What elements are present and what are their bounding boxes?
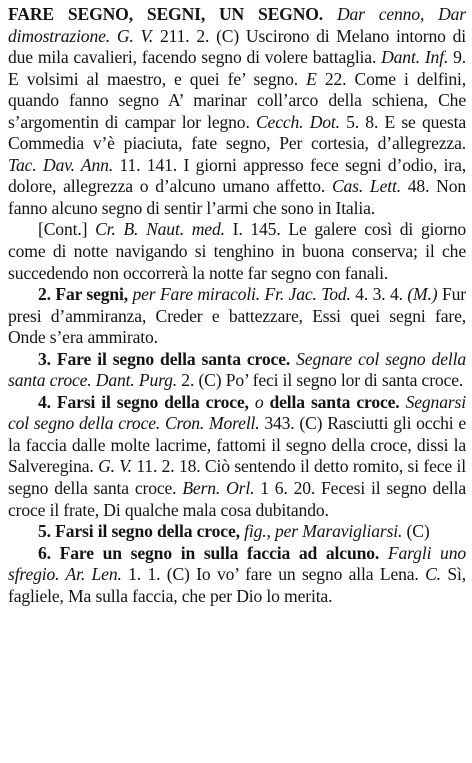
italic-phrase: per Fare miracoli. Fr. Jac. Tod.	[132, 284, 351, 305]
entry-sense-4	[8, 392, 466, 521]
text-run: 11. 2. 18. Ciò sentendo il detto romito, si fece il segno della santa croce.	[8, 456, 466, 499]
bold-phrase: 5. Farsi il segno della croce,	[38, 521, 240, 542]
text-run: 343. (C) Rasciutti gli occhi e la faccia dalle molte lacrime, fattomi il segno della croce, dissi la Salveregina.	[8, 413, 466, 477]
italic-phrase: Cecch. Dot.	[255, 111, 340, 132]
italic-phrase: Tac. Dav. Ann.	[8, 154, 114, 175]
bold-phrase: della santa croce.	[269, 391, 400, 412]
italic-phrase: Bern. Orl.	[182, 478, 255, 499]
bold-phrase: 3. Fare il segno della santa croce.	[38, 348, 291, 369]
italic-phrase: E	[306, 68, 317, 89]
bold-phrase: 6. Fare un segno in sulla faccia ad alcuno.	[38, 542, 380, 563]
entry-sense-2	[8, 284, 466, 349]
text-run: 1 6. 20. Fecesi il segno della croce il frate, Di qualche mala cosa dubitando.	[8, 478, 466, 520]
text-run: 22. Come i delfini, quando fanno segno A’ marinar coll’arco della schiena, Che s’argomentin di campar lor legno.	[8, 68, 467, 132]
entry-sense-5	[8, 521, 466, 543]
text-run	[323, 4, 337, 24]
italic-phrase: C.	[425, 564, 441, 585]
text-run: 5. 8. E se questa Commedia v’è piaciuta, fate segno, Per cortesia, d’allegrezza.	[8, 111, 466, 154]
italic-phrase: G. V.	[98, 456, 132, 477]
text-run: 2. (C) Po’ feci il segno lor di santa croce.	[177, 370, 464, 391]
text-run: Sì, fagliele, Ma sulla faccia, che per Dio lo merita.	[8, 564, 466, 606]
text-run: 48. Non fanno alcuno segno di sentir l’armi che sono in Italia.	[8, 176, 467, 218]
italic-phrase: Segnare col segno della santa croce. Dant. Purg.	[8, 348, 466, 391]
italic-phrase: Dant. Inf.	[381, 47, 449, 68]
italic-phrase: fig., per Maravigliarsi.	[244, 521, 403, 542]
entry-sense-3	[8, 349, 466, 392]
text-run: 1. 1. (C) Io vo’ fare un segno alla Lena.	[121, 564, 426, 585]
text-run: 211. 2. (C) Uscirono di Melano intorno di due mila cavalieri, facendo segno di volere battaglia.	[8, 25, 467, 68]
entry-continuation	[8, 219, 466, 284]
text-run: (C)	[402, 521, 430, 542]
italic-phrase: (M.)	[407, 284, 438, 305]
italic-phrase: o	[248, 391, 270, 412]
text-run: Fur presi d’ammiranza, Creder e battezzare, Essi quei segni fare, Onde s’era ammirato.	[8, 284, 466, 348]
text-run: 4. 3. 4.	[350, 284, 408, 305]
text-run: 9. E volsimi al maestro, e quei fe’ segno.	[8, 47, 466, 89]
text-run: I. 145. Le galere così di giorno come di notte navigando si tenghino in buona conserva; il che succedendo non occorrerà la notte far segno con fanali.	[8, 219, 466, 283]
text-run: 11. 141. I giorni appresso fece segni d’odio, ira, dolore, allegrezza o d’alcuno umano affetto.	[8, 154, 466, 197]
italic-phrase: Dar cenno, Dar dimostrazione. G. V.	[8, 4, 466, 46]
italic-phrase: Cas. Lett.	[331, 176, 401, 197]
italic-phrase: Segnarsi col segno della croce. Cron. Morell.	[8, 391, 466, 434]
bold-phrase: FARE SEGNO, SEGNI, UN SEGNO.	[8, 4, 324, 24]
text-run	[379, 543, 388, 563]
bold-phrase: 4. Farsi il segno della croce,	[38, 391, 249, 412]
italic-phrase: Fargli uno sfregio. Ar. Len.	[8, 542, 466, 585]
bold-phrase: 2. Far segni,	[38, 284, 129, 305]
italic-phrase: Cr. B. Naut. med.	[95, 219, 225, 240]
entry-sense-6	[8, 543, 466, 608]
text-run: [Cont.]	[38, 219, 96, 240]
entry-intro	[8, 4, 466, 219]
